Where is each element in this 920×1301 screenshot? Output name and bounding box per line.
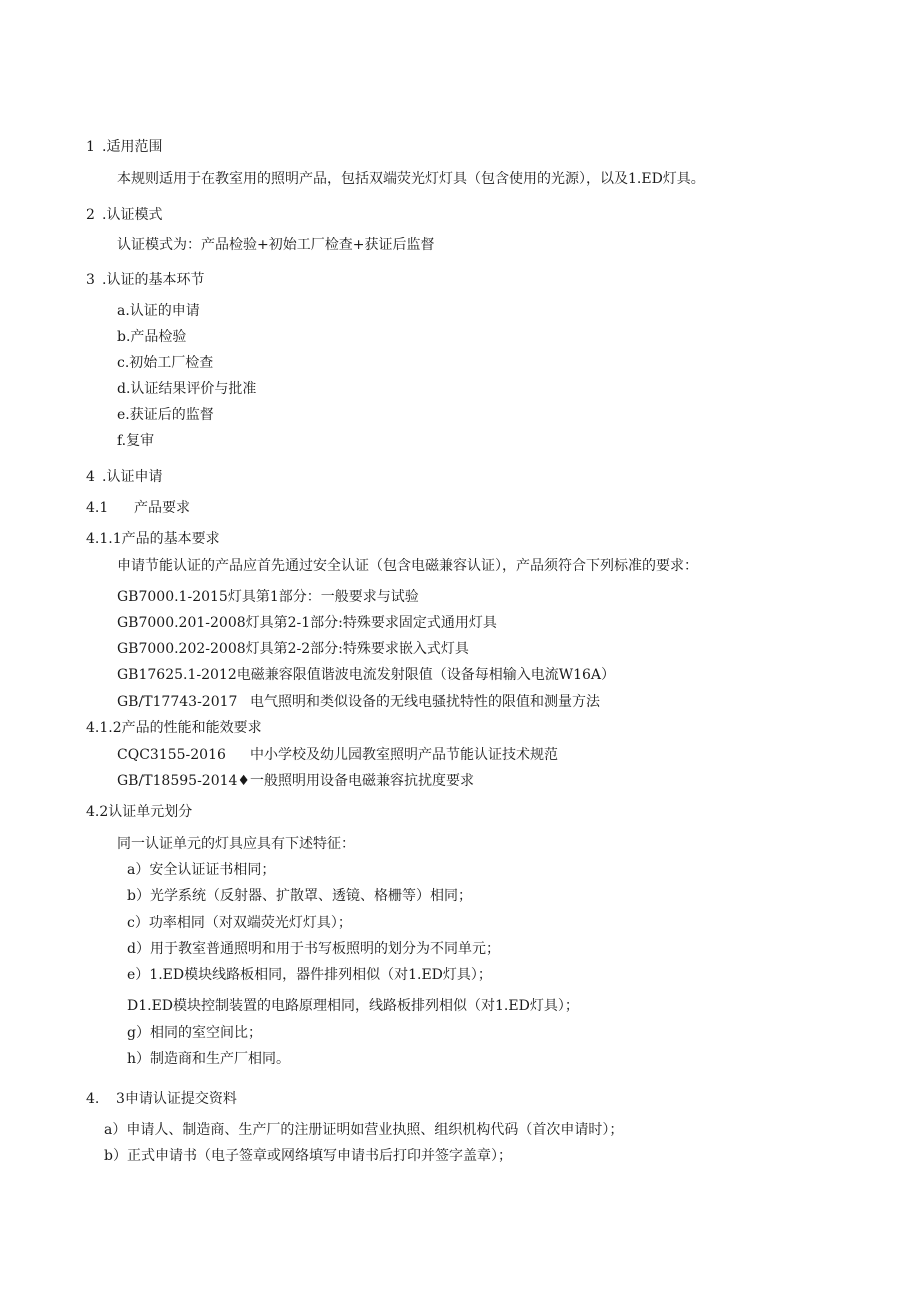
standard-item: GB7000.202-2008灯具第2-2部分:特殊要求嵌入式灯具: [117, 641, 469, 657]
list-item: d.认证结果评价与批准: [117, 381, 257, 397]
list-item: f.复审: [117, 433, 155, 449]
section-2-heading: [86, 206, 162, 224]
section-2-number: 2: [86, 207, 95, 223]
list-item: e.获证后的监督: [117, 407, 214, 423]
section-4-2-intro: 同一认证单元的灯具应具有下述特征：: [117, 836, 355, 852]
standard-item: GB17625.1-2012电磁兼容限值谐波电流发射限值（设备每相输入电流W16A）: [117, 667, 616, 683]
section-1-heading: [86, 138, 162, 156]
section-4-title: .认证申请: [102, 469, 163, 485]
list-item: c）功率相同（对双端荧光灯灯具）；: [127, 915, 352, 931]
list-item: a）申请人、制造商、生产厂的注册证明如营业执照、组织机构代码（首次申请时）；: [104, 1122, 624, 1138]
list-item: a）安全认证证书相同；: [127, 862, 276, 878]
standard-title: 电气照明和类似设备的无线电骚扰特性的限值和测量方法: [250, 694, 600, 710]
standard-item: [117, 693, 600, 711]
section-4-3-number: 4.: [86, 1091, 100, 1107]
section-4-1-1-heading: 4.1.1产品的基本要求: [86, 531, 220, 547]
standard-item: GB7000.201-2008灯具第2-1部分:特殊要求固定式通用灯具: [117, 615, 497, 631]
standard-code: CQC3155-2016: [117, 747, 226, 763]
list-item: g）相同的室空间比；: [127, 1025, 262, 1041]
section-1-number: 1: [86, 139, 95, 155]
standard-code: GB/T17743-2017: [117, 694, 238, 710]
standard-title: 中小学校及幼儿园教室照明产品节能认证技术规范: [250, 747, 558, 763]
section-4-3-title: 3申请认证提交资料: [116, 1091, 237, 1107]
section-4-heading: [86, 468, 162, 486]
section-4-1-2-heading: 4.1.2产品的性能和能效要求: [86, 720, 262, 736]
standard-item: GB/T18595-2014♦一般照明用设备电磁兼容抗扰度要求: [117, 773, 474, 789]
section-1-title: .适用范围: [102, 139, 163, 155]
list-item: b）正式申请书（电子签章或网络填写申请书后打印并签字盖章）；: [104, 1148, 512, 1164]
list-item: h）制造商和生产厂相同。: [127, 1051, 291, 1067]
section-3-number: 3: [86, 272, 95, 288]
list-item: c.初始工厂检查: [117, 355, 214, 371]
standard-item: [117, 746, 558, 764]
section-2-title: .认证模式: [102, 207, 163, 223]
section-4-1-number: 4.1: [86, 500, 109, 516]
section-2-body: 认证模式为：产品检验+初始工厂检查+获证后监督: [117, 237, 435, 253]
section-3-heading: [86, 271, 204, 289]
list-item: D1.ED模块控制装置的电路原理相同，线路板排列相似（对1.ED灯具）；: [127, 998, 579, 1014]
list-item: b）光学系统（反射器、扩散罩、透镜、格栅等）相同；: [127, 888, 472, 904]
list-item: b.产品检验: [117, 329, 187, 345]
section-4-number: 4: [86, 469, 95, 485]
standard-item: GB7000.1-2015灯具第1部分：一般要求与试验: [117, 589, 419, 605]
section-4-1-title: 产品要求: [134, 500, 190, 516]
section-4-1-heading: [86, 499, 190, 517]
section-4-1-1-intro: 申请节能认证的产品应首先通过安全认证（包含电磁兼容认证），产品须符合下列标准的要求：: [117, 558, 698, 574]
section-4-2-heading: 4.2认证单元划分: [86, 804, 193, 820]
section-1-body: 本规则适用于在教室用的照明产品，包括双端荧光灯灯具（包含使用的光源），以及1.ED灯具。: [117, 171, 705, 187]
section-4-3-heading: [86, 1090, 237, 1108]
section-3-title: .认证的基本环节: [102, 272, 205, 288]
list-item: e）1.ED模块线路板相同，器件排列相似（对1.ED灯具）；: [127, 967, 492, 983]
list-item: d）用于教室普通照明和用于书写板照明的划分为不同单元；: [127, 941, 500, 957]
list-item: a.认证的申请: [117, 303, 200, 319]
